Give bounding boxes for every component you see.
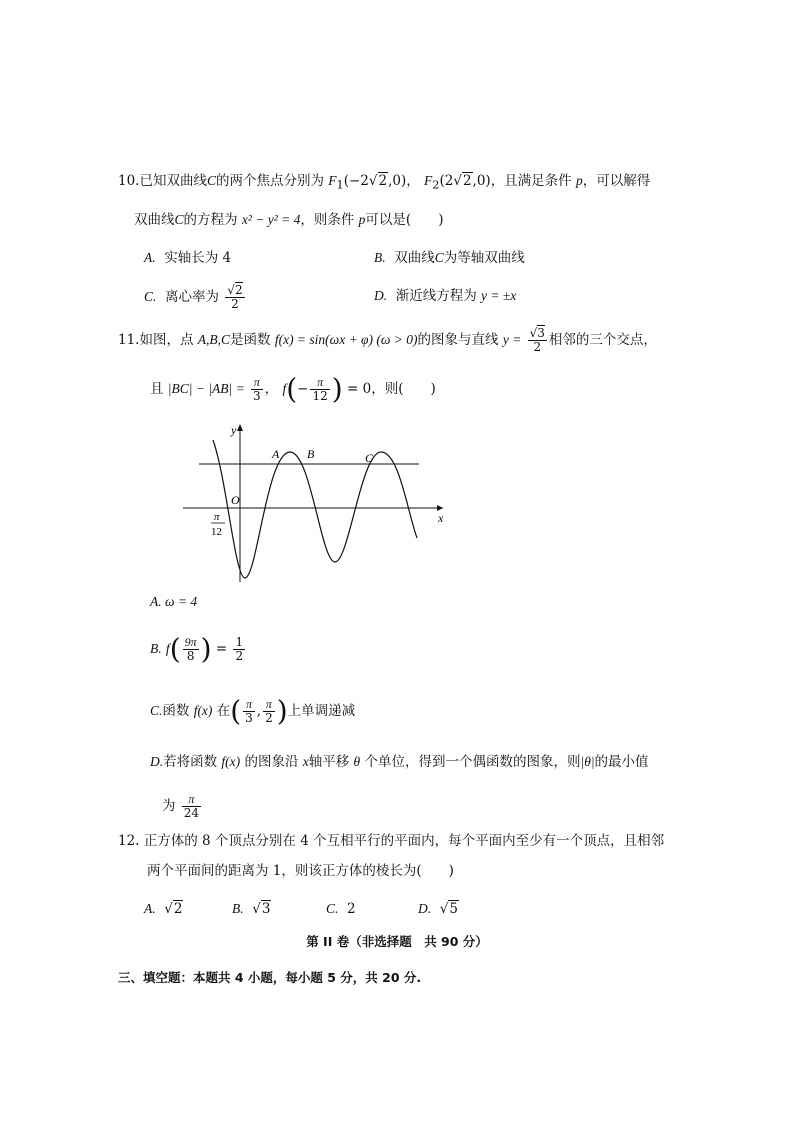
var-theta: θ [353,754,361,769]
option-text: 轴平移 [308,754,350,770]
var-C: C [434,250,444,265]
q10-text: 可以是( ) [365,212,444,228]
abs-theta: |θ| [580,754,595,769]
sqrt: √5 [439,901,458,917]
sine-curve [213,440,417,578]
option-text: 的图象沿 [244,754,299,770]
var-C: C [174,212,184,227]
label-C: C [365,451,374,465]
label-origin: O [231,493,240,507]
abs-expr: |BC| − |AB| = [167,381,245,396]
denominator: 12 [312,389,328,403]
label-x: x [438,511,444,525]
var-C: C [206,173,216,188]
function-f: f(x) [193,703,213,718]
equals: = [215,641,228,657]
label-y: y [231,423,237,437]
fraction [263,698,275,725]
label-B: B [307,447,315,461]
numerator: π [310,376,329,390]
equation: x² − y² = 4 [241,212,301,227]
q10-text: ，且满足条件 [490,173,572,189]
option-text: 为等轴双曲线 [443,250,525,266]
denominator: 2 [231,297,239,311]
denominator: 2 [265,711,273,725]
option-text: 实轴长为 4 [164,250,232,266]
var-p: p [575,173,583,188]
function-expr: f(x) = sin(ωx + φ) (ω > 0) [274,332,418,347]
option-label: C. [150,703,163,718]
q12-option-c [326,899,356,919]
q10-text: 的两个焦点分别为 [216,173,324,189]
q10-option-d [374,286,516,306]
fraction [183,636,199,663]
q11-option-b: B. f( $\frac{9\pi}{8}$ ) = $\frac{1}{2}$ [150,632,244,666]
q10-line2 [134,210,443,230]
denominator: 2 [235,649,244,663]
q10-text: 的方程为 [183,212,238,228]
coord: ,0) [388,173,407,189]
q11-text: 且 [150,381,164,397]
coord: (−2 [343,173,369,189]
radicand: 3 [261,901,271,917]
fraction [233,636,245,663]
q12-line1 [118,831,664,851]
var-F2: F [424,173,433,188]
q12-text: 两个平面间的距离为 1，则该正方体的棱长为( ) [147,863,454,879]
option-label: D. [374,288,388,303]
function-f: f(x) [221,754,241,769]
option-text: 渐近线方程为 [395,288,477,304]
fraction [251,376,263,403]
label-A: A [272,447,280,461]
q12-option-d [418,899,459,919]
q12-text: 12. 正方体的 8 个顶点分别在 4 个互相平行的平面内，每个平面内至少有一个顶点，且相邻 [118,833,665,849]
radicand: 2 [234,283,243,297]
sub-2: 2 [432,178,440,192]
q11-option-c: C.函数 f(x) 在( $\frac{\pi}{3}$ , $\frac{\pi}{2}$ )上单调递减 [150,694,356,728]
minus: − [297,381,309,397]
section-title [0,932,794,952]
q10-option-b [374,248,525,268]
sqrt-2: √2 [453,173,472,189]
option-label: C. [326,901,339,916]
numerator: 1 [235,635,244,649]
q11-text: 相邻的三个交点， [548,332,657,348]
q11-option-d-cont [162,793,203,820]
option-text: 双曲线 [394,250,435,266]
sqrt: √2 [164,901,183,917]
q11-text: 11.如图，点 [118,332,194,348]
section-heading-text: 三、填空题：本题共 4 小题，每小题 5 分，共 20 分. [118,970,422,985]
q10-option-a [144,248,231,268]
numerator: √3 [529,326,545,340]
option-text: 在 [216,703,231,719]
option-label: B. [374,250,386,265]
var-x: x [302,754,309,769]
sub-1: 1 [336,178,344,192]
denominator: 24 [183,806,200,820]
denominator: 2 [533,340,542,354]
option-label: A. [144,901,156,916]
q10-text: 双曲线 [134,212,175,228]
sep: ， [406,173,420,189]
option-label: D. [418,901,432,916]
q11-line1 [118,327,657,354]
radicand: 2 [462,173,472,189]
option-text: 上单调递减 [287,703,356,719]
numerator: π [251,376,263,390]
option-label: C. [144,289,157,304]
sqrt: √3 [252,901,271,917]
q12-option-b [232,899,271,919]
option-text: 若将函数 [163,754,218,770]
option-label: B. [232,901,244,916]
option-text: 的最小值 [594,754,649,770]
equation: y = [502,332,522,347]
denominator: 3 [245,711,253,725]
q11-text: ，则( ) [371,381,436,397]
fraction [243,698,255,725]
section-title-text: 第 II 卷（非选择题 共 90 分） [306,934,488,949]
q10-text: ，则条件 [300,212,355,228]
q11-option-a [150,592,197,612]
q12-line2 [147,861,454,881]
coord: ,0) [472,173,491,189]
section-heading [118,968,421,988]
fraction [528,327,547,354]
q10-line1 [118,171,650,196]
numerator: π [182,793,201,807]
option-value: 2 [346,901,356,917]
function-f: f [165,641,170,656]
radicand: 2 [173,901,183,917]
radicand: 2 [378,173,388,189]
q11-line2: 且 |BC| − |AB| = $\frac{\pi}{3}$ ， f(− $\frac{\pi}{12}$ ) = 0，则( ) [150,372,436,406]
fraction [310,376,329,403]
q12-option-a [144,899,183,919]
q10-option-c [144,284,247,311]
fraction [182,793,201,820]
points: A,B,C [197,332,231,347]
option-text: A. ω = 4 [150,594,198,609]
option-label: B. [150,641,162,656]
var-F1: F [328,173,337,188]
numerator: π [243,698,255,712]
option-label: D. [150,754,164,769]
denominator: 8 [186,649,195,663]
q11-option-d [150,752,649,772]
denominator: 3 [253,389,261,403]
fraction [225,284,244,311]
radicand: 5 [449,901,458,917]
q11-text: 的图象与直线 [417,332,499,348]
sqrt-2: √2 [368,173,388,189]
var-p: p [358,212,366,227]
option-label: A. [144,250,156,265]
option-text: 函数 [162,703,190,719]
y-axis-arrow [237,424,243,431]
coord: (2 [439,173,454,189]
q11-text: 是函数 [230,332,271,348]
q10-text: 10.已知双曲线 [118,173,207,189]
equation: y = ±x [481,288,517,303]
numerator: 9π [184,635,197,649]
function-f: f [282,381,287,396]
radicand: 3 [537,326,545,340]
option-text: 为 [162,798,176,814]
tick-label-den: 12 [211,526,222,538]
option-text: 离心率为 [164,289,219,305]
equation: = 0 [347,381,372,397]
option-text: 个单位，得到一个偶函数的图象，则 [364,754,581,770]
numerator: √2 [227,283,243,297]
tick-label-num: π [214,511,220,523]
q10-text: ，可以解得 [582,173,651,189]
numerator: π [263,698,275,712]
sine-graph [175,420,455,585]
